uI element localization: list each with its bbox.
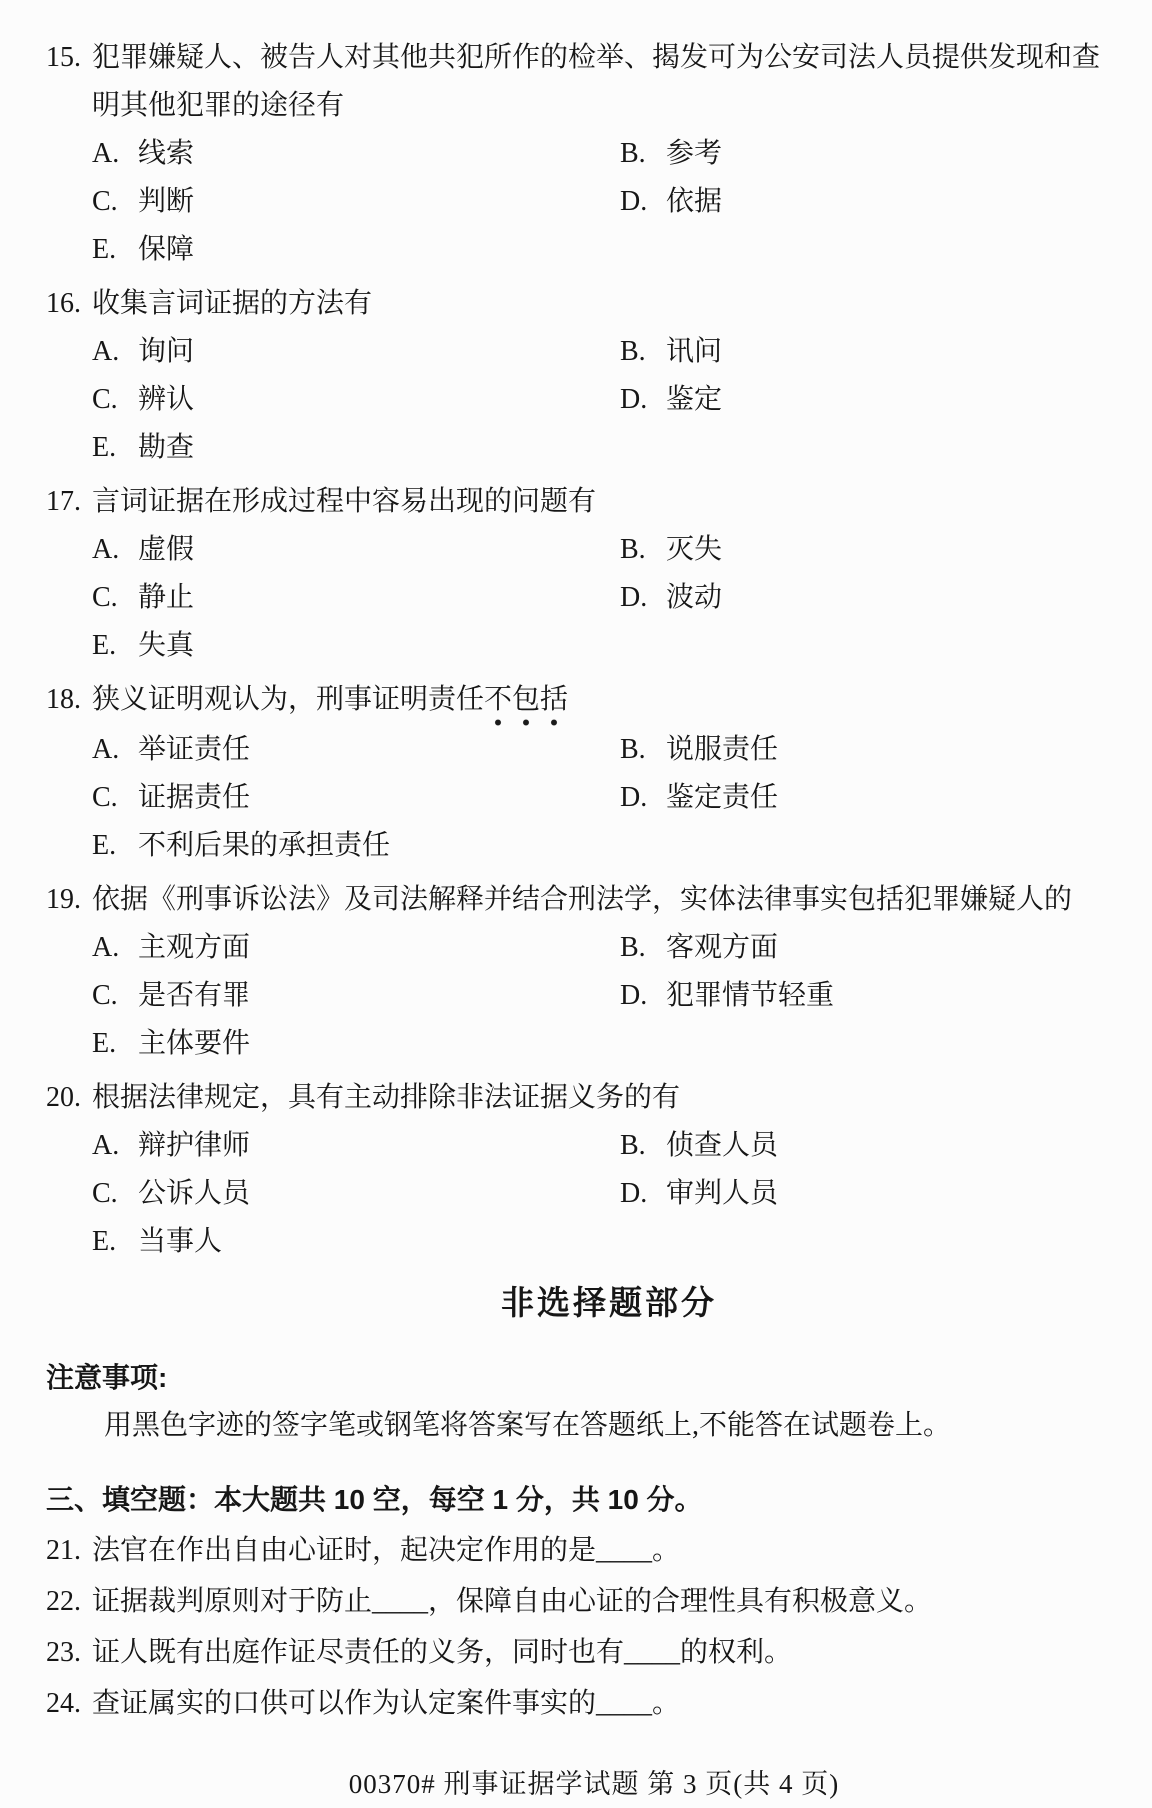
option-key: E. bbox=[92, 1028, 117, 1059]
option-key: C. bbox=[92, 186, 118, 217]
section-title: 非选择题部分 bbox=[501, 1284, 717, 1321]
option-16-a bbox=[92, 328, 620, 376]
options-15 bbox=[92, 130, 1112, 274]
option-text: 参考 bbox=[666, 138, 723, 169]
option-key: D. bbox=[620, 980, 648, 1011]
option-text: 保障 bbox=[138, 234, 195, 265]
option-text: 虚假 bbox=[138, 534, 195, 565]
option-key: C. bbox=[92, 1178, 118, 1209]
option-text: 依据 bbox=[666, 186, 723, 217]
question-19 bbox=[46, 876, 1112, 924]
question-number: 22. bbox=[46, 1586, 81, 1617]
option-15-a bbox=[92, 130, 620, 178]
option-key: E. bbox=[92, 1226, 117, 1257]
question-number: 24. bbox=[46, 1688, 81, 1719]
option-text: 辨认 bbox=[138, 384, 195, 415]
option-18-e bbox=[92, 822, 620, 870]
question-text: 证据裁判原则对于防止____，保障自由心证的合理性具有积极意义。 bbox=[92, 1586, 933, 1617]
question-stem bbox=[92, 478, 1108, 526]
options-18 bbox=[92, 726, 1112, 870]
question-number: 19. bbox=[46, 884, 81, 915]
option-key: D. bbox=[620, 186, 648, 217]
option-text: 灭失 bbox=[666, 534, 723, 565]
page-footer: 00370# 刑事证据学试题 第 3 页(共 4 页) bbox=[348, 1769, 840, 1799]
option-key: B. bbox=[620, 138, 646, 169]
options-16 bbox=[92, 328, 1112, 472]
question-text: 查证属实的口供可以作为认定案件事实的____。 bbox=[92, 1688, 681, 1719]
question-stem bbox=[92, 1074, 1108, 1122]
option-20-d bbox=[620, 1170, 1112, 1218]
option-19-c bbox=[92, 972, 620, 1020]
option-text: 判断 bbox=[138, 186, 195, 217]
question-stem bbox=[92, 280, 1108, 328]
question-text: 证人既有出庭作证尽责任的义务，同时也有____的权利。 bbox=[92, 1637, 793, 1668]
option-text: 客观方面 bbox=[666, 932, 779, 963]
notice-body: 用黑色字迹的签字笔或钢笔将答案写在答题纸上,不能答在试题卷上。 bbox=[104, 1410, 952, 1441]
option-text: 犯罪情节轻重 bbox=[666, 980, 835, 1011]
option-text: 询问 bbox=[138, 336, 195, 367]
option-17-a bbox=[92, 526, 620, 574]
option-key: D. bbox=[620, 384, 648, 415]
option-text: 讯问 bbox=[666, 336, 723, 367]
option-18-a bbox=[92, 726, 620, 774]
option-key: C. bbox=[92, 980, 118, 1011]
question-number: 17. bbox=[46, 486, 81, 517]
option-key: B. bbox=[620, 336, 646, 367]
option-key: A. bbox=[92, 534, 120, 565]
question-22 bbox=[46, 1578, 1112, 1626]
option-16-d bbox=[620, 376, 1112, 424]
notice-header: 注意事项: bbox=[46, 1362, 168, 1393]
option-20-c bbox=[92, 1170, 620, 1218]
option-key: A. bbox=[92, 1130, 120, 1161]
question-20 bbox=[46, 1074, 1112, 1122]
option-key: A. bbox=[92, 336, 120, 367]
option-key: A. bbox=[92, 932, 120, 963]
option-text: 侦查人员 bbox=[666, 1130, 779, 1161]
option-key: E. bbox=[92, 630, 117, 661]
option-17-c bbox=[92, 574, 620, 622]
question-number: 18. bbox=[46, 684, 81, 715]
option-key: C. bbox=[92, 384, 118, 415]
question-stem bbox=[92, 876, 1108, 924]
question-stem-text: 狭义证明观认为，刑事证明责任 bbox=[92, 684, 485, 715]
option-key: D. bbox=[620, 582, 648, 613]
options-17 bbox=[92, 526, 1112, 670]
option-18-b bbox=[620, 726, 1112, 774]
option-17-b bbox=[620, 526, 1112, 574]
question-text: 法官在作出自由心证时，起决定作用的是____。 bbox=[92, 1535, 681, 1566]
question-15 bbox=[46, 34, 1112, 130]
option-key: B. bbox=[620, 534, 646, 565]
option-text: 波动 bbox=[666, 582, 723, 613]
option-text: 主体要件 bbox=[138, 1028, 251, 1059]
question-23 bbox=[46, 1629, 1112, 1677]
question-18 bbox=[46, 676, 1112, 726]
option-key: D. bbox=[620, 782, 648, 813]
option-text: 审判人员 bbox=[666, 1178, 779, 1209]
option-key: A. bbox=[92, 734, 120, 765]
option-18-c bbox=[92, 774, 620, 822]
question-24 bbox=[46, 1680, 1112, 1728]
options-20 bbox=[92, 1122, 1112, 1266]
option-15-e bbox=[92, 226, 620, 274]
option-key: E. bbox=[92, 432, 117, 463]
option-text: 不利后果的承担责任 bbox=[138, 830, 391, 861]
option-text: 辩护律师 bbox=[138, 1130, 251, 1161]
option-text: 线索 bbox=[138, 138, 195, 169]
question-stem-text: 犯罪嫌疑人、被告人对其他共犯所作的检举、揭发可为公安司法人员提供发现和查明其他犯罪的途径有 bbox=[92, 42, 1101, 121]
fill-section-header: 三、填空题：本大题共 10 空，每空 1 分，共 10 分。 bbox=[46, 1484, 703, 1515]
question-stem-text: 收集言词证据的方法有 bbox=[92, 288, 373, 319]
option-key: B. bbox=[620, 734, 646, 765]
option-key: E. bbox=[92, 234, 117, 265]
question-number: 16. bbox=[46, 288, 81, 319]
option-18-d bbox=[620, 774, 1112, 822]
option-16-c bbox=[92, 376, 620, 424]
option-15-b bbox=[620, 130, 1112, 178]
question-number: 23. bbox=[46, 1637, 81, 1668]
option-key: C. bbox=[92, 782, 118, 813]
option-text: 证据责任 bbox=[138, 782, 251, 813]
option-key: E. bbox=[92, 830, 117, 861]
option-text: 勘查 bbox=[138, 432, 195, 463]
option-text: 鉴定 bbox=[666, 384, 723, 415]
options-19 bbox=[92, 924, 1112, 1068]
question-stem-text: 根据法律规定，具有主动排除非法证据义务的有 bbox=[92, 1082, 681, 1113]
question-stem bbox=[92, 34, 1108, 130]
option-text: 说服责任 bbox=[666, 734, 779, 765]
option-15-d bbox=[620, 178, 1112, 226]
question-16 bbox=[46, 280, 1112, 328]
question-21 bbox=[46, 1527, 1112, 1575]
option-text: 当事人 bbox=[138, 1226, 223, 1257]
option-19-e bbox=[92, 1020, 620, 1068]
option-key: B. bbox=[620, 932, 646, 963]
question-stem bbox=[92, 676, 1108, 726]
option-16-e bbox=[92, 424, 620, 472]
option-15-c bbox=[92, 178, 620, 226]
option-key: A. bbox=[92, 138, 120, 169]
option-key: B. bbox=[620, 1130, 646, 1161]
option-key: C. bbox=[92, 582, 118, 613]
option-17-d bbox=[620, 574, 1112, 622]
option-text: 主观方面 bbox=[138, 932, 251, 963]
question-17 bbox=[46, 478, 1112, 526]
option-20-b bbox=[620, 1122, 1112, 1170]
option-19-d bbox=[620, 972, 1112, 1020]
question-number: 15. bbox=[46, 42, 81, 73]
question-number: 20. bbox=[46, 1082, 81, 1113]
option-text: 静止 bbox=[138, 582, 195, 613]
option-text: 失真 bbox=[138, 630, 195, 661]
option-19-b bbox=[620, 924, 1112, 972]
option-19-a bbox=[92, 924, 620, 972]
option-text: 是否有罪 bbox=[138, 980, 251, 1011]
option-text: 公诉人员 bbox=[138, 1178, 251, 1209]
option-17-e bbox=[92, 622, 620, 670]
option-16-b bbox=[620, 328, 1112, 376]
option-text: 鉴定责任 bbox=[666, 782, 779, 813]
option-text: 举证责任 bbox=[138, 734, 251, 765]
question-stem-text: 依据《刑事诉讼法》及司法解释并结合刑法学，实体法律事实包括犯罪嫌疑人的 bbox=[92, 884, 1073, 915]
option-key: D. bbox=[620, 1178, 648, 1209]
option-20-e bbox=[92, 1218, 620, 1266]
question-stem-text: 言词证据在形成过程中容易出现的问题有 bbox=[92, 486, 597, 517]
question-stem-emphasis: 不包括 bbox=[484, 676, 568, 726]
question-number: 21. bbox=[46, 1535, 81, 1566]
option-20-a bbox=[92, 1122, 620, 1170]
